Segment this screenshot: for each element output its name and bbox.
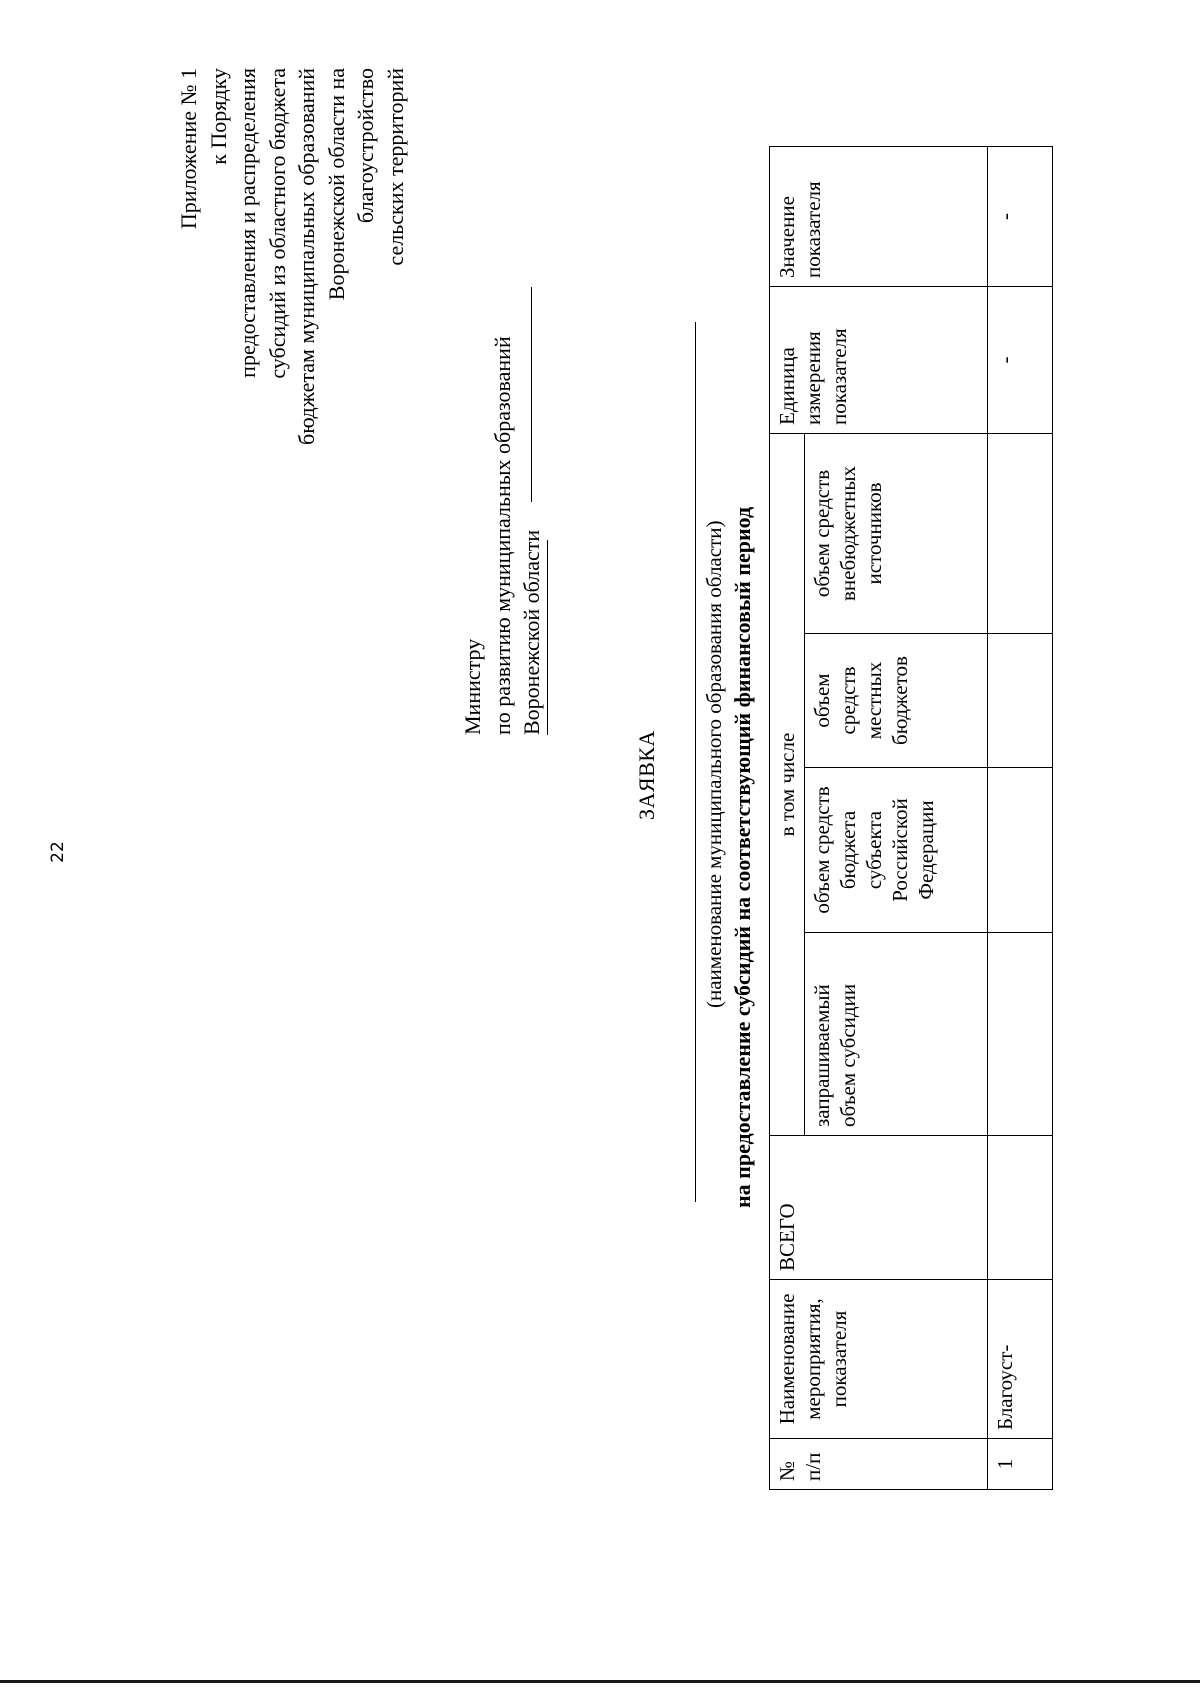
addressee-line-3: Воронежской области [519,529,544,735]
municipality-caption: (наименование муниципального образования области) [702,520,726,1008]
annex-line: к Порядку [205,68,231,165]
cell-total [988,1136,1053,1280]
page-bottom-rule [0,1680,1200,1683]
header-federal: объем средств бюджета субъекта Российской Федерации [805,768,988,933]
municipality-blank-line [695,322,696,1202]
addressee-blank-line [531,287,532,502]
annex-line: сельских территорий [382,68,408,266]
cell-local [988,634,1053,768]
rotated-sheet [40,60,1140,1580]
header-including: в том числе [770,434,805,1136]
cell-requested [988,933,1053,1136]
header-local: объем средств местных бюджетов [805,634,988,768]
annex-block [174,68,410,628]
addressee-line-2: по развитию муниципальных образований [489,336,515,735]
document-title: ЗАЯВКА [634,730,659,820]
table-header-row [770,147,805,1490]
annex-line: предоставления и распределения [235,68,260,378]
addressee-line-3-wrap [517,287,547,735]
annex-line: Приложение № 1 [176,68,201,230]
header-unit: Единица измерения показателя [770,287,988,434]
document-subtitle: на предоставление субсидий на соответствующий финансовый период [730,506,755,1208]
header-requested: запрашиваемый объем субсидии [805,933,988,1136]
cell-name: Благоуст- [988,1280,1053,1439]
header-extrabudget: объем средств внебюджетных источников [805,434,988,634]
addressee-line-1: Министру [460,638,485,735]
annex-line: благоустройство [353,68,378,224]
cell-num: 1 [988,1439,1053,1490]
addressee-name-blank-line [547,540,548,735]
header-num: № п/п [770,1439,988,1490]
header-value: Значение показателя [770,147,988,287]
cell-extrabudget [988,434,1053,634]
annex-line: субсидий из областного бюджета [264,68,290,379]
header-total: ВСЕГО [770,1136,988,1280]
annex-line: Воронежской области на [323,68,349,301]
page-number: 22 [48,841,68,863]
cell-value: - [988,147,1053,287]
cell-unit: - [988,287,1053,434]
table-row [988,147,1053,1490]
addressee-block [458,287,548,735]
header-name: Наименование мероприятия, показателя [770,1280,988,1439]
request-table [769,146,1053,1490]
annex-line: бюджетам муниципальных образований [294,68,319,445]
cell-federal [988,768,1053,933]
